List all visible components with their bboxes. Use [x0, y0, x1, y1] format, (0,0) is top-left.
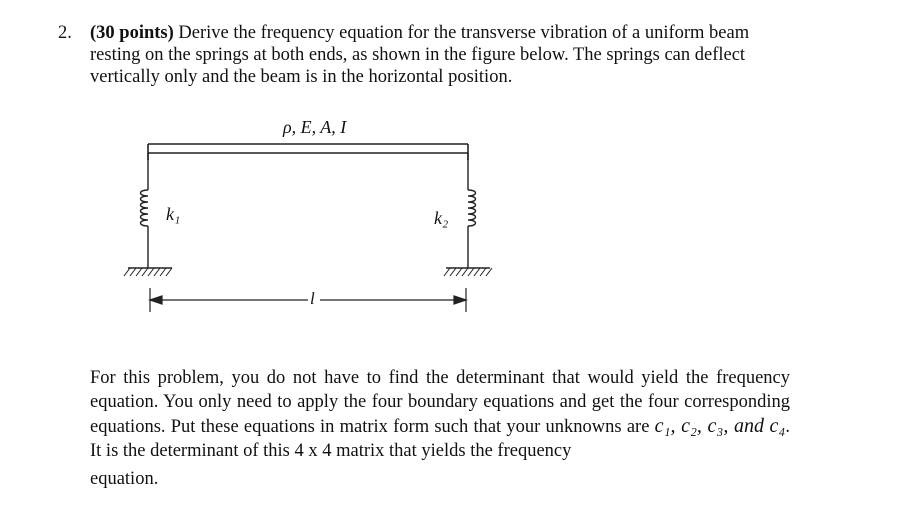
problem-points: (30 points)	[90, 23, 174, 43]
beam	[148, 144, 468, 160]
length-label: l	[310, 289, 315, 308]
unknowns: c₁, c₂, c₃, and c₄	[654, 415, 786, 437]
left-spring-assembly	[124, 153, 172, 276]
instructions-tail: . It is the determinant of this 4 x 4 matrix that yields the frequency	[90, 417, 791, 461]
problem-body: Derive the frequency equation for the transverse vibration of a uniform beam resting on the springs at both ends, as shown in the figure below. The springs can deflect vertically only and the beam is in the horizontal position.	[90, 23, 750, 87]
instructions-paragraph	[90, 366, 790, 491]
spring2-label: k₂	[434, 208, 449, 228]
right-spring-assembly	[444, 153, 492, 276]
beam-properties-label: ρ, E, A, I	[283, 117, 347, 137]
instructions-last: equation.	[90, 469, 159, 489]
problem-number: 2.	[58, 23, 72, 43]
spring1-label: k₁	[166, 204, 181, 224]
instructions-main: For this problem, you do not have to find the determinant that would yield the frequency equation. You only need to apply the four boundary equations and get the four corresponding equations. Put these equations in matrix form such that your unknowns are	[90, 368, 790, 437]
length-dimension	[150, 288, 466, 312]
